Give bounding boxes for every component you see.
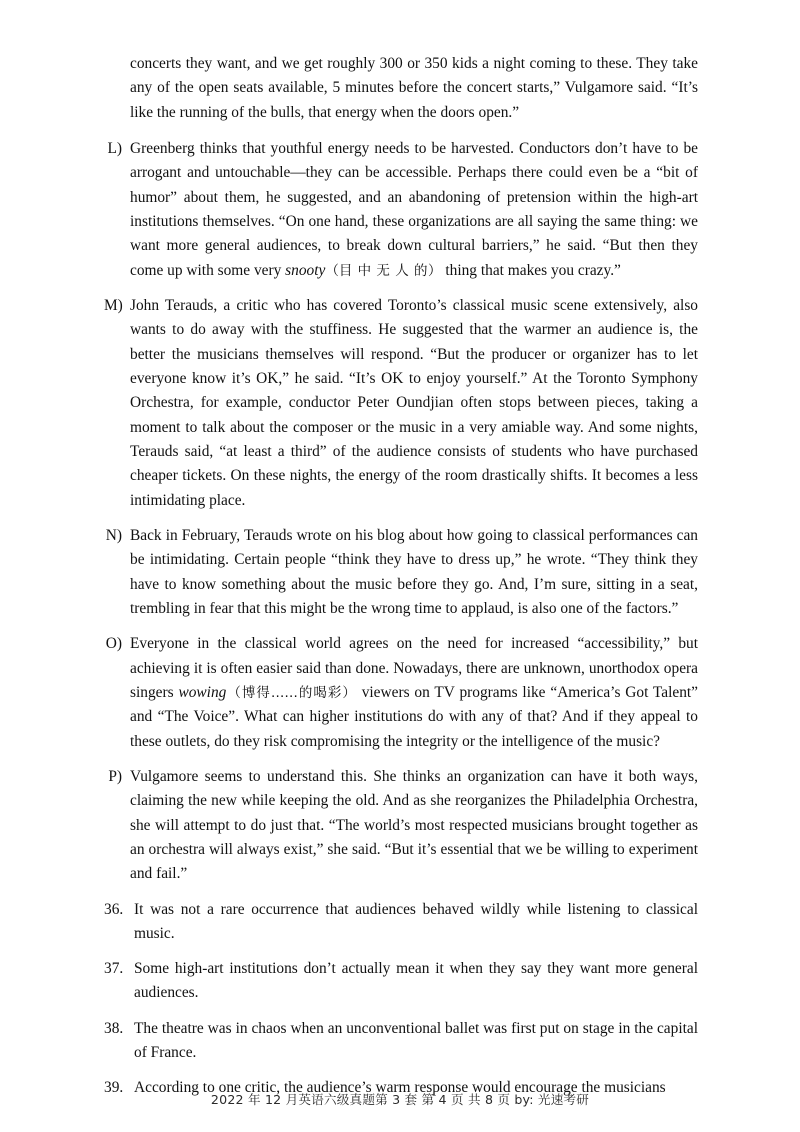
paragraph-l-text-after: thing that makes you crazy.” bbox=[441, 261, 621, 279]
paragraph-n bbox=[104, 524, 698, 621]
paragraph-l bbox=[104, 137, 698, 283]
page-content bbox=[104, 52, 698, 1112]
question-text-38: The theatre was in chaos when an unconventional ballet was first put on stage in the capital of France. bbox=[134, 1019, 698, 1062]
question-item-37 bbox=[104, 957, 698, 1006]
paragraph-o-gloss-chinese: 博得……的喝彩 bbox=[241, 684, 343, 701]
question-number-38: 38. bbox=[104, 1019, 124, 1037]
paragraph-p bbox=[104, 765, 698, 887]
paragraph-text-p: Vulgamore seems to understand this. She thinks an organization can have it both ways, claiming the new while keeping the old. And as she reorganizes the Philadelphia Orchestra, she will attempt to do just that. “The world’s most respected musicians brought together as an orchestra will always exist,” she said. “But it’s essential that we be willing to experiment and fail.” bbox=[130, 767, 698, 883]
paragraph-text: concerts they want, and we get roughly 300 or 350 kids a night coming to these. They take any of the open seats available, 5 minutes before the concert starts,” Vulgamore said. “It’s like the running of the bulls, that energy when the doors open.” bbox=[130, 55, 698, 121]
paragraph-o-text-after: viewers on TV programs like “America’s Got Talent” and “The Voice”. What can higher institutions do with any of that? And if they appeal to these outlets, do they risk compromising the integrity or the intelligence of the music? bbox=[130, 683, 699, 750]
question-number-39: 39. bbox=[104, 1079, 124, 1097]
question-text-39: According to one critic, the audience’s warm response would encourage the musicians bbox=[134, 1079, 666, 1097]
paragraph-text-m: John Terauds, a critic who has covered Toronto’s classical music scene extensively, also wants to do away with the stuffiness. He suggested that the warmer an audience is, the better the musicians themselves will respond. “But the producer or organizer has to let everyone know it’s OK,” he said. “It’s OK to enjoy yourself.” At the Toronto Symphony Orchestra, for example, conductor Peter Oundjian often stops between pieces, taking a moment to talk about the composer or the music in a very amiable way. And some nights, Terauds said, “at least a third” of the audience consists of students who have purchased cheaper tickets. On these nights, the energy of the room drastically shifts. It becomes a less intimidating place. bbox=[130, 296, 698, 509]
paragraph-o-text-before: Everyone in the classical world agrees on the need for increased “accessibility,” but achieving it is often easier said than done. Nowadays, there are unknown, unorthodox opera singers bbox=[130, 635, 698, 701]
question-number-36: 36. bbox=[104, 900, 124, 918]
question-item-38 bbox=[104, 1017, 698, 1066]
question-item-36 bbox=[104, 898, 698, 947]
paragraph-o-gloss-open: （ bbox=[226, 684, 242, 701]
paragraph-label-p: P) bbox=[108, 767, 122, 785]
question-text-36: It was not a rare occurrence that audiences behaved wildly while listening to classical music. bbox=[134, 900, 698, 942]
paragraph-o-italic-term: wowing bbox=[178, 683, 227, 701]
paragraph-l-italic-term: snooty bbox=[285, 261, 326, 279]
question-text-37: Some high-art institutions don’t actually mean it when they say they want more general audiences. bbox=[134, 960, 698, 1002]
paragraph-text-l bbox=[130, 137, 698, 283]
paragraph-l-gloss-open: （ bbox=[325, 262, 339, 279]
paragraph-text-o bbox=[130, 632, 698, 754]
paragraph-text-n: Back in February, Terauds wrote on his blog about how going to classical performances can be intimidating. Certain people “think they have to dress up,” he wrote. “They think they have to know something about the music before they go. And, I’m sure, sitting in a seat, trembling in fear that this might be the wrong time to applaud, is also one of the factors.” bbox=[130, 526, 698, 617]
paragraph-l-text-before: Greenberg thinks that youthful energy needs to be harvested. Conductors don’t have to be arrogant and untouchable—they can be accessible. Perhaps there could even be a “bit of humor” about them, he suggested, and an abandoning of pretension within the high-art institutions themselves. “On one hand, these organizations are all saying the same thing: we want more general audiences, to break down cultural barriers,” he said. “But then they come up with some very bbox=[130, 139, 698, 279]
paragraph-label-n: N) bbox=[105, 526, 122, 544]
paragraph-label-l: L) bbox=[107, 139, 122, 157]
page-footer: 2022 年 12 月英语六级真题第 3 套 第 4 页 共 8 页 by: 光速考研 bbox=[210, 1092, 590, 1107]
question-number-37: 37. bbox=[104, 960, 124, 978]
paragraph-label-o: O) bbox=[105, 635, 122, 653]
paragraph-o-gloss-close: ） bbox=[342, 684, 357, 701]
paragraph-continuation bbox=[104, 52, 698, 125]
paragraph-label-m: M) bbox=[104, 296, 123, 314]
paragraph-o bbox=[104, 632, 698, 754]
paragraph-l-gloss-close: ） bbox=[428, 262, 442, 279]
paragraph-l-gloss-chinese: 目 中 无 人 的 bbox=[338, 262, 429, 279]
paragraph-m bbox=[104, 294, 698, 513]
